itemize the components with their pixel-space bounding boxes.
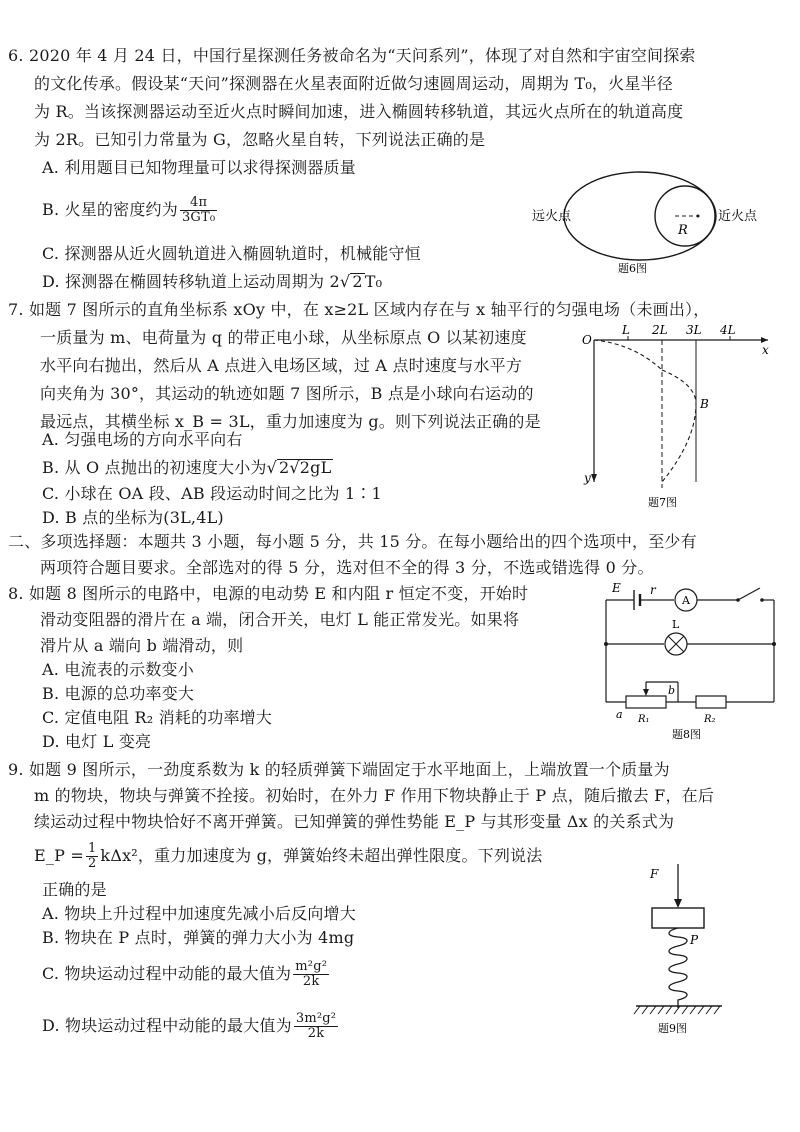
near-point-label: 近火点: [718, 209, 758, 224]
q6-option-b-denominator: 3GT₀: [181, 210, 216, 225]
q6-caption: 题6图: [618, 262, 647, 275]
lamp-label: L: [672, 618, 680, 631]
rheostat-r1: [626, 696, 666, 708]
end-b-label: b: [668, 684, 676, 697]
force-label: F: [650, 867, 659, 881]
q9-option-c-fraction: [293, 960, 329, 989]
q8-option-c: C. 定值电阻 R₂ 消耗的功率增大: [42, 708, 273, 727]
q7-option-d: D. B 点的坐标为(3L,4L): [42, 508, 224, 527]
q6-option-b-fraction: [180, 196, 217, 225]
q6-line-3: 为 R。当该探测器运动至近火点时瞬间加速，进入椭圆转移轨道，其远火点所在的轨道高度: [34, 102, 684, 121]
junction-left: [604, 642, 608, 646]
end-a-label: a: [616, 708, 623, 721]
ammeter-label: A: [682, 594, 690, 607]
q9-option-d: [42, 1012, 340, 1041]
q9-formula-suffix: kΔx²，重力加速度为 g，弹簧始终未超出弹性限度。下列说法: [100, 846, 543, 865]
q6-line-2: 的文化传承。假设某“天问”探测器在火星表面附近做匀速圆周运动，周期为 T₀，火星半径: [34, 74, 673, 93]
q6-figure: [520, 168, 770, 278]
ground-hatching: [634, 1006, 720, 1014]
q9-formula-denominator: 2: [87, 856, 97, 871]
q8-option-d: D. 电灯 L 变亮: [42, 732, 152, 751]
switch-blade: [738, 588, 760, 600]
q6-option-c: C. 探测器从近火圆轨道进入椭圆轨道时，机械能守恒: [42, 244, 421, 263]
q6-option-d: D. 探测器在椭圆转移轨道上运动周期为 2√ 2 T₀: [42, 272, 383, 291]
q9-option-a: A. 物块上升过程中加速度先减小后反向增大: [42, 904, 356, 923]
q9-option-c-numerator: m²g²: [295, 959, 328, 974]
block: [652, 908, 704, 928]
q9-line-2: m 的物块，物块与弹簧不拴接。初始时，在外力 F 作用下物块静止于 P 点，随后撤去 F，在后: [34, 786, 715, 805]
junction-right: [772, 642, 776, 646]
q7-option-b-root: 2√2gL: [279, 458, 332, 477]
q7-figure: [578, 322, 778, 512]
q9-line-1: 9. 如题 9 图所示，一劲度系数为 k 的轻质弹簧下端固定于水平地面上，上端放置一个质量为: [8, 760, 670, 779]
q9-option-c-text: C. 物块运动过程中动能的最大值为: [42, 964, 292, 983]
radius-label: R: [678, 223, 688, 238]
trajectory-ab: [662, 370, 696, 482]
q6-option-b-numerator: 4π: [180, 196, 217, 211]
q8-line-2: 滑动变阻器的滑片在 a 端，闭合开关，电灯 L 能正常发光。如果将: [40, 610, 520, 629]
x-axis-label: x: [762, 343, 769, 357]
q9-option-d-numerator: 3m²g²: [295, 1011, 337, 1026]
q8-option-b: B. 电源的总功率变大: [42, 684, 195, 703]
trajectory-oa: [594, 340, 662, 370]
emf-label: E: [612, 581, 621, 595]
q9-option-d-fraction: [294, 1012, 338, 1041]
resistor-r2: [696, 696, 726, 708]
q9-option-c: [42, 960, 331, 989]
tick-label-l: L: [622, 323, 630, 337]
q7-line-2: 一质量为 m、电荷量为 q 的带正电小球，从坐标原点 O 以某初速度: [40, 328, 527, 347]
q6-option-b-text: B. 火星的密度约为: [42, 200, 178, 219]
q6-line-1: 6. 2020 年 4 月 24 日，中国行星探测任务被命名为“天问系列”，体现了对自然和宇宙空间探索: [8, 46, 696, 65]
q7-option-b: B. 从 O 点抛出的初速度大小为√ 2√2gL: [42, 458, 332, 477]
y-axis-label: y: [584, 471, 591, 485]
q6-option-b: [42, 196, 219, 225]
q9-option-d-text: D. 物块运动过程中动能的最大值为: [42, 1016, 292, 1035]
q9-caption: 题9图: [658, 1022, 687, 1035]
switch-contact: [760, 598, 764, 602]
q7-option-b-text: B. 从 O 点抛出的初速度大小为: [42, 458, 267, 477]
r2-label: R₂: [704, 714, 716, 725]
elliptical-orbit: [564, 172, 716, 260]
q6-option-a: A. 利用题目已知物理量可以求得探测器质量: [42, 158, 356, 177]
origin-label: O: [582, 333, 592, 347]
q7-caption: 题7图: [648, 496, 677, 509]
q6-line-4: 为 2R。已知引力常量为 G，忽略火星自转，下列说法正确的是: [34, 130, 486, 149]
q7-line-4: 向夹角为 30°，其运动的轨迹如题 7 图所示，B 点是小球向右运动的: [40, 384, 534, 403]
q9-line-3: 续运动过程中物块恰好不离开弹簧。已知弹簧的弹性势能 E_P 与其形变量 Δx 的关系式为: [34, 812, 675, 831]
q7-option-a: A. 匀强电场的方向水平向右: [42, 430, 243, 449]
spring: [669, 928, 687, 1008]
q8-line-3: 滑片从 a 端向 b 端滑动，则: [40, 636, 244, 655]
q8-caption: 题8图: [672, 728, 701, 740]
tick-label-4l: 4L: [720, 323, 736, 337]
q9-option-d-denominator: 2k: [307, 1026, 325, 1041]
point-p-label: P: [690, 933, 699, 947]
q6-option-d-suffix: T₀: [364, 272, 383, 291]
q7-line-5: 最远点，其横坐标 x_B = 3L，重力加速度为 g。则下列说法正确的是: [40, 412, 541, 431]
tick-label-2l: 2L: [652, 323, 668, 337]
section2-line-1: 二、多项选择题：本题共 3 小题，每小题 5 分，共 15 分。在每小题给出的四个选项中，至少有: [8, 532, 697, 551]
q9-formula-prefix: E_P =: [34, 846, 84, 865]
section2-line-2: 两项符合题目要求。全部选对的得 5 分，选对但不全的得 3 分，不选或错选得 0 分。: [40, 558, 654, 577]
tick-label-3l: 3L: [686, 323, 702, 337]
q8-line-1: 8. 如题 8 图所示的电路中，电源的电动势 E 和内阻 r 恒定不变，开始时: [8, 584, 529, 603]
force-arrow-head: [674, 899, 682, 908]
q7-option-c: C. 小球在 OA 段、AB 段运动时间之比为 1∶1: [42, 484, 382, 503]
q9-option-b: B. 物块在 P 点时，弹簧的弹力大小为 4mg: [42, 928, 355, 947]
q7-line-1: 7. 如题 7 图所示的直角坐标系 xOy 中，在 x≥2L 区域内存在与 x 轴平行的匀强电场（未画出），: [8, 300, 710, 319]
q9-formula-fraction: [86, 842, 98, 871]
r1-label: R₁: [638, 714, 650, 725]
internal-r-label: r: [650, 583, 656, 597]
q9-line-last: 正确的是: [42, 880, 107, 899]
q8-figure: [598, 578, 780, 740]
q6-option-d-text: D. 探测器在椭圆转移轨道上运动周期为 2: [42, 272, 340, 291]
far-point-label: 远火点: [532, 209, 572, 224]
q9-figure: [628, 850, 738, 1040]
q6-option-d-root: 2: [352, 272, 363, 291]
q9-formula-numerator: 1: [87, 841, 97, 856]
slider-arrow: [643, 689, 649, 696]
y-axis-arrow: [591, 474, 597, 482]
q9-formula-line: [34, 842, 542, 871]
q7-line-3: 水平向右抛出，然后从 A 点进入电场区域，过 A 点时速度与水平方: [40, 356, 523, 375]
q9-option-c-denominator: 2k: [302, 974, 320, 989]
point-b-label: B: [700, 397, 709, 411]
q8-option-a: A. 电流表的示数变小: [42, 660, 194, 679]
